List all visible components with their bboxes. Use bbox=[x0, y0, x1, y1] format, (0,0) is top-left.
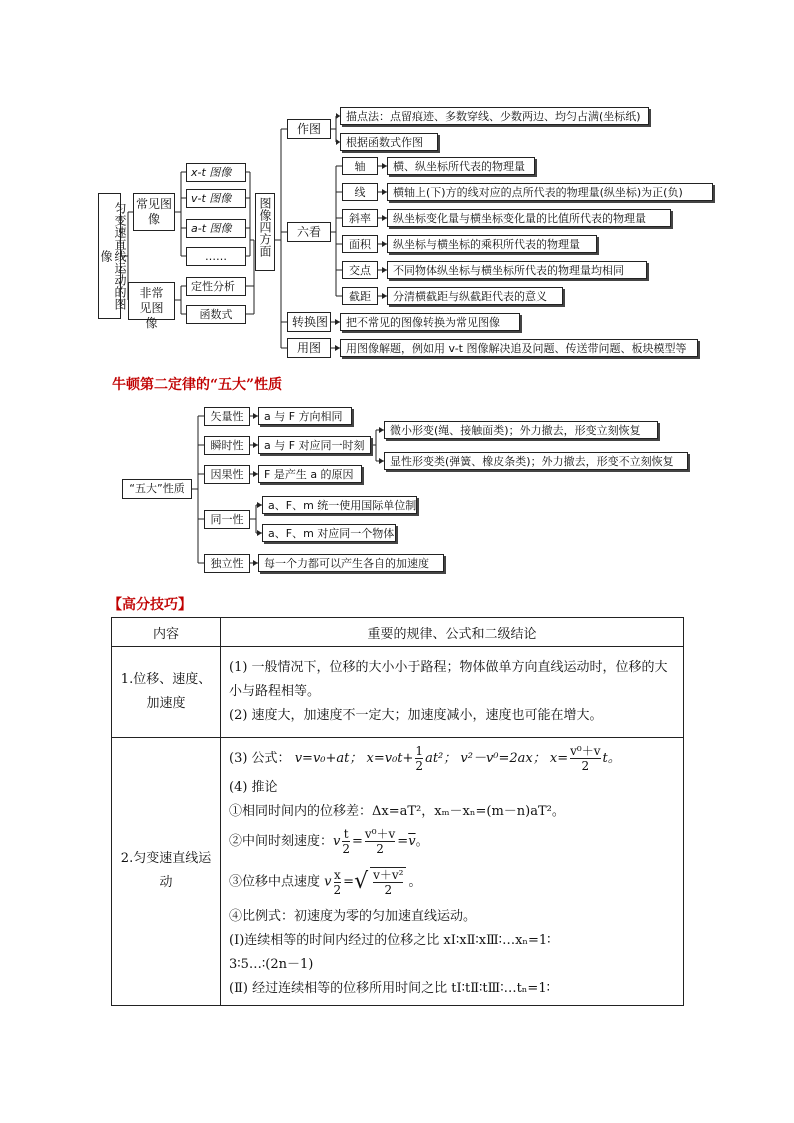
mindmap1-root: 匀变速直线运动的图像 bbox=[98, 193, 121, 319]
fraction-half-x: $\frac{x}{2}$ bbox=[333, 867, 342, 897]
common-item-vt: v-t 图像 bbox=[186, 189, 246, 208]
row2-topic: 2.匀变速直线运动 bbox=[112, 738, 221, 1006]
use-label: 用图 bbox=[287, 338, 331, 358]
row2-d4: ④比例式：初速度为零的匀加速直线运动。 bbox=[229, 908, 477, 924]
indep-text: 每一个力都可以产生各自的加速度 bbox=[258, 554, 444, 572]
table-row bbox=[112, 647, 684, 738]
row2-d6: 3∶5…∶(2n－1) bbox=[229, 956, 314, 972]
row2-content bbox=[221, 738, 684, 1006]
same-item-2: a、F、m 对应同一个物体 bbox=[262, 524, 396, 542]
vector-text: a 与 F 方向相同 bbox=[258, 407, 352, 425]
draw-item-2: 根据函数式作图 bbox=[340, 133, 438, 151]
mindmap1-center: 图像四方面 bbox=[255, 193, 275, 271]
uncommon-item-function: 函数式 bbox=[186, 305, 246, 324]
six-val-axis: 横、纵坐标所代表的物理量 bbox=[387, 157, 535, 175]
fraction-half-time: $\frac{t}{2}$ bbox=[342, 827, 351, 856]
six-val-area: 纵坐标与横坐标的乘积所代表的物理量 bbox=[387, 235, 597, 253]
table-header-row bbox=[112, 618, 684, 647]
vector-label: 矢量性 bbox=[204, 407, 250, 426]
row2-d7: (Ⅱ) 经过连续相等的位移所用时间之比 tⅠ∶tⅡ∶tⅢ∶…tₙ=1∶ bbox=[229, 980, 550, 996]
tips-table bbox=[111, 617, 684, 1006]
six-key-intercept: 截距 bbox=[342, 287, 378, 305]
convert-text: 把不常见的图像转换为常见图像 bbox=[340, 313, 520, 331]
row2-d3: ③位移中点速度 v $\frac{x}{2}$ =√ $\frac{\text{v＋v²}}{2}$ 。 bbox=[229, 867, 422, 897]
six-key-intersect: 交点 bbox=[342, 261, 378, 279]
instant-sub-1: 微小形变(绳、接触面类)；外力撤去，形变立刻恢复 bbox=[384, 421, 658, 439]
same-label: 同一性 bbox=[204, 510, 250, 529]
fraction-half: $\frac{1}{2}$ bbox=[415, 744, 424, 773]
uncommon-group: 非常见图像 bbox=[128, 282, 175, 320]
row2-infer: (4) 推论 bbox=[229, 780, 278, 795]
mindmap2-root: “五大”性质 bbox=[122, 479, 192, 499]
same-item-1: a、F、m 统一使用国际单位制 bbox=[262, 496, 417, 514]
six-val-line: 横轴上(下)方的线对应的点所代表的物理量(纵坐标)为正(负) bbox=[387, 183, 713, 201]
row1-line-2: (2) 速度大，加速度不一定大；加速度减小，速度也可能在增大。 bbox=[229, 708, 603, 723]
table-header-rules: 重要的规律、公式和二级结论 bbox=[221, 618, 684, 647]
six-key-line: 线 bbox=[342, 183, 378, 201]
fraction-avg-velocity: $\frac{\text{v⁰＋v}}{2}$ bbox=[570, 744, 601, 773]
sqrt-icon: √ bbox=[354, 869, 369, 894]
six-val-intersect: 不同物体纵坐标与横坐标所代表的物理量均相同 bbox=[387, 261, 647, 279]
section3-title: 【高分技巧】 bbox=[108, 597, 192, 613]
six-val-slope: 纵坐标变化量与横坐标变化量的比值所代表的物理量 bbox=[387, 209, 671, 227]
six-label: 六看 bbox=[287, 222, 331, 242]
common-item-xt: x-t 图像 bbox=[186, 163, 246, 182]
fraction-root: $\frac{\text{v＋v²}}{2}$ bbox=[370, 867, 406, 897]
draw-item-1: 描点法：点留痕迹、多数穿线、少数两边、均匀占满(坐标纸) bbox=[340, 107, 649, 125]
row1-topic: 1.位移、速度、加速度 bbox=[112, 647, 221, 738]
row2-d1: ①相同时间内的位移差：Δx=aT²，xₘ－xₙ=(m－n)aT²。 bbox=[229, 804, 565, 819]
instant-sub-2: 显性形变类(弹簧、橡皮条类)；外力撤去，形变不立刻恢复 bbox=[384, 452, 688, 470]
row1-content bbox=[221, 647, 684, 738]
six-key-slope: 斜率 bbox=[342, 209, 378, 227]
row2-formula: (3) 公式： v=v₀+at； x=v₀t+ $\frac{1}{2}$ at²； v²－v⁰=2ax； x= $\frac{\text{v⁰＋v}}{2}$ t。 bbox=[229, 744, 621, 773]
common-item-more: …… bbox=[186, 247, 246, 266]
use-text: 用图像解题，例如用 v-t 图像解决追及问题、传送带问题、板块模型等 bbox=[340, 339, 698, 357]
cause-label: 因果性 bbox=[204, 465, 250, 484]
table-header-content: 内容 bbox=[112, 618, 221, 647]
draw-label: 作图 bbox=[287, 119, 331, 139]
six-key-area: 面积 bbox=[342, 235, 378, 253]
row2-d2: ②中间时刻速度：v $\frac{t}{2}$ = $\frac{\text{v⁰＋v}}{2}$ $=\overline{v}$。 bbox=[229, 827, 429, 856]
table-row bbox=[112, 738, 684, 1006]
instant-text: a 与 F 对应同一时刻 bbox=[258, 436, 371, 454]
convert-label: 转换图 bbox=[287, 312, 331, 332]
indep-label: 独立性 bbox=[204, 554, 250, 573]
section2-title: 牛顿第二定律的“五大”性质 bbox=[112, 377, 283, 393]
row2-d5: (Ⅰ)连续相等的时间内经过的位移之比 xⅠ∶xⅡ∶xⅢ∶…xₙ=1∶ bbox=[229, 932, 551, 948]
instant-label: 瞬时性 bbox=[204, 436, 250, 455]
common-group: 常见图像 bbox=[133, 193, 175, 231]
row1-line-1: (1) 一般情况下，位移的大小小于路程；物体做单方向直线运动时，位移的大小与路程相等。 bbox=[229, 660, 668, 699]
six-key-axis: 轴 bbox=[342, 157, 378, 175]
uncommon-item-qualitative: 定性分析 bbox=[186, 277, 246, 296]
six-val-intercept: 分清横截距与纵截距代表的意义 bbox=[387, 287, 563, 305]
fraction-mid-velocity: $\frac{\text{v⁰＋v}}{2}$ bbox=[364, 827, 396, 856]
common-item-at: a-t 图像 bbox=[186, 219, 246, 238]
cause-text: F 是产生 a 的原因 bbox=[258, 465, 362, 483]
